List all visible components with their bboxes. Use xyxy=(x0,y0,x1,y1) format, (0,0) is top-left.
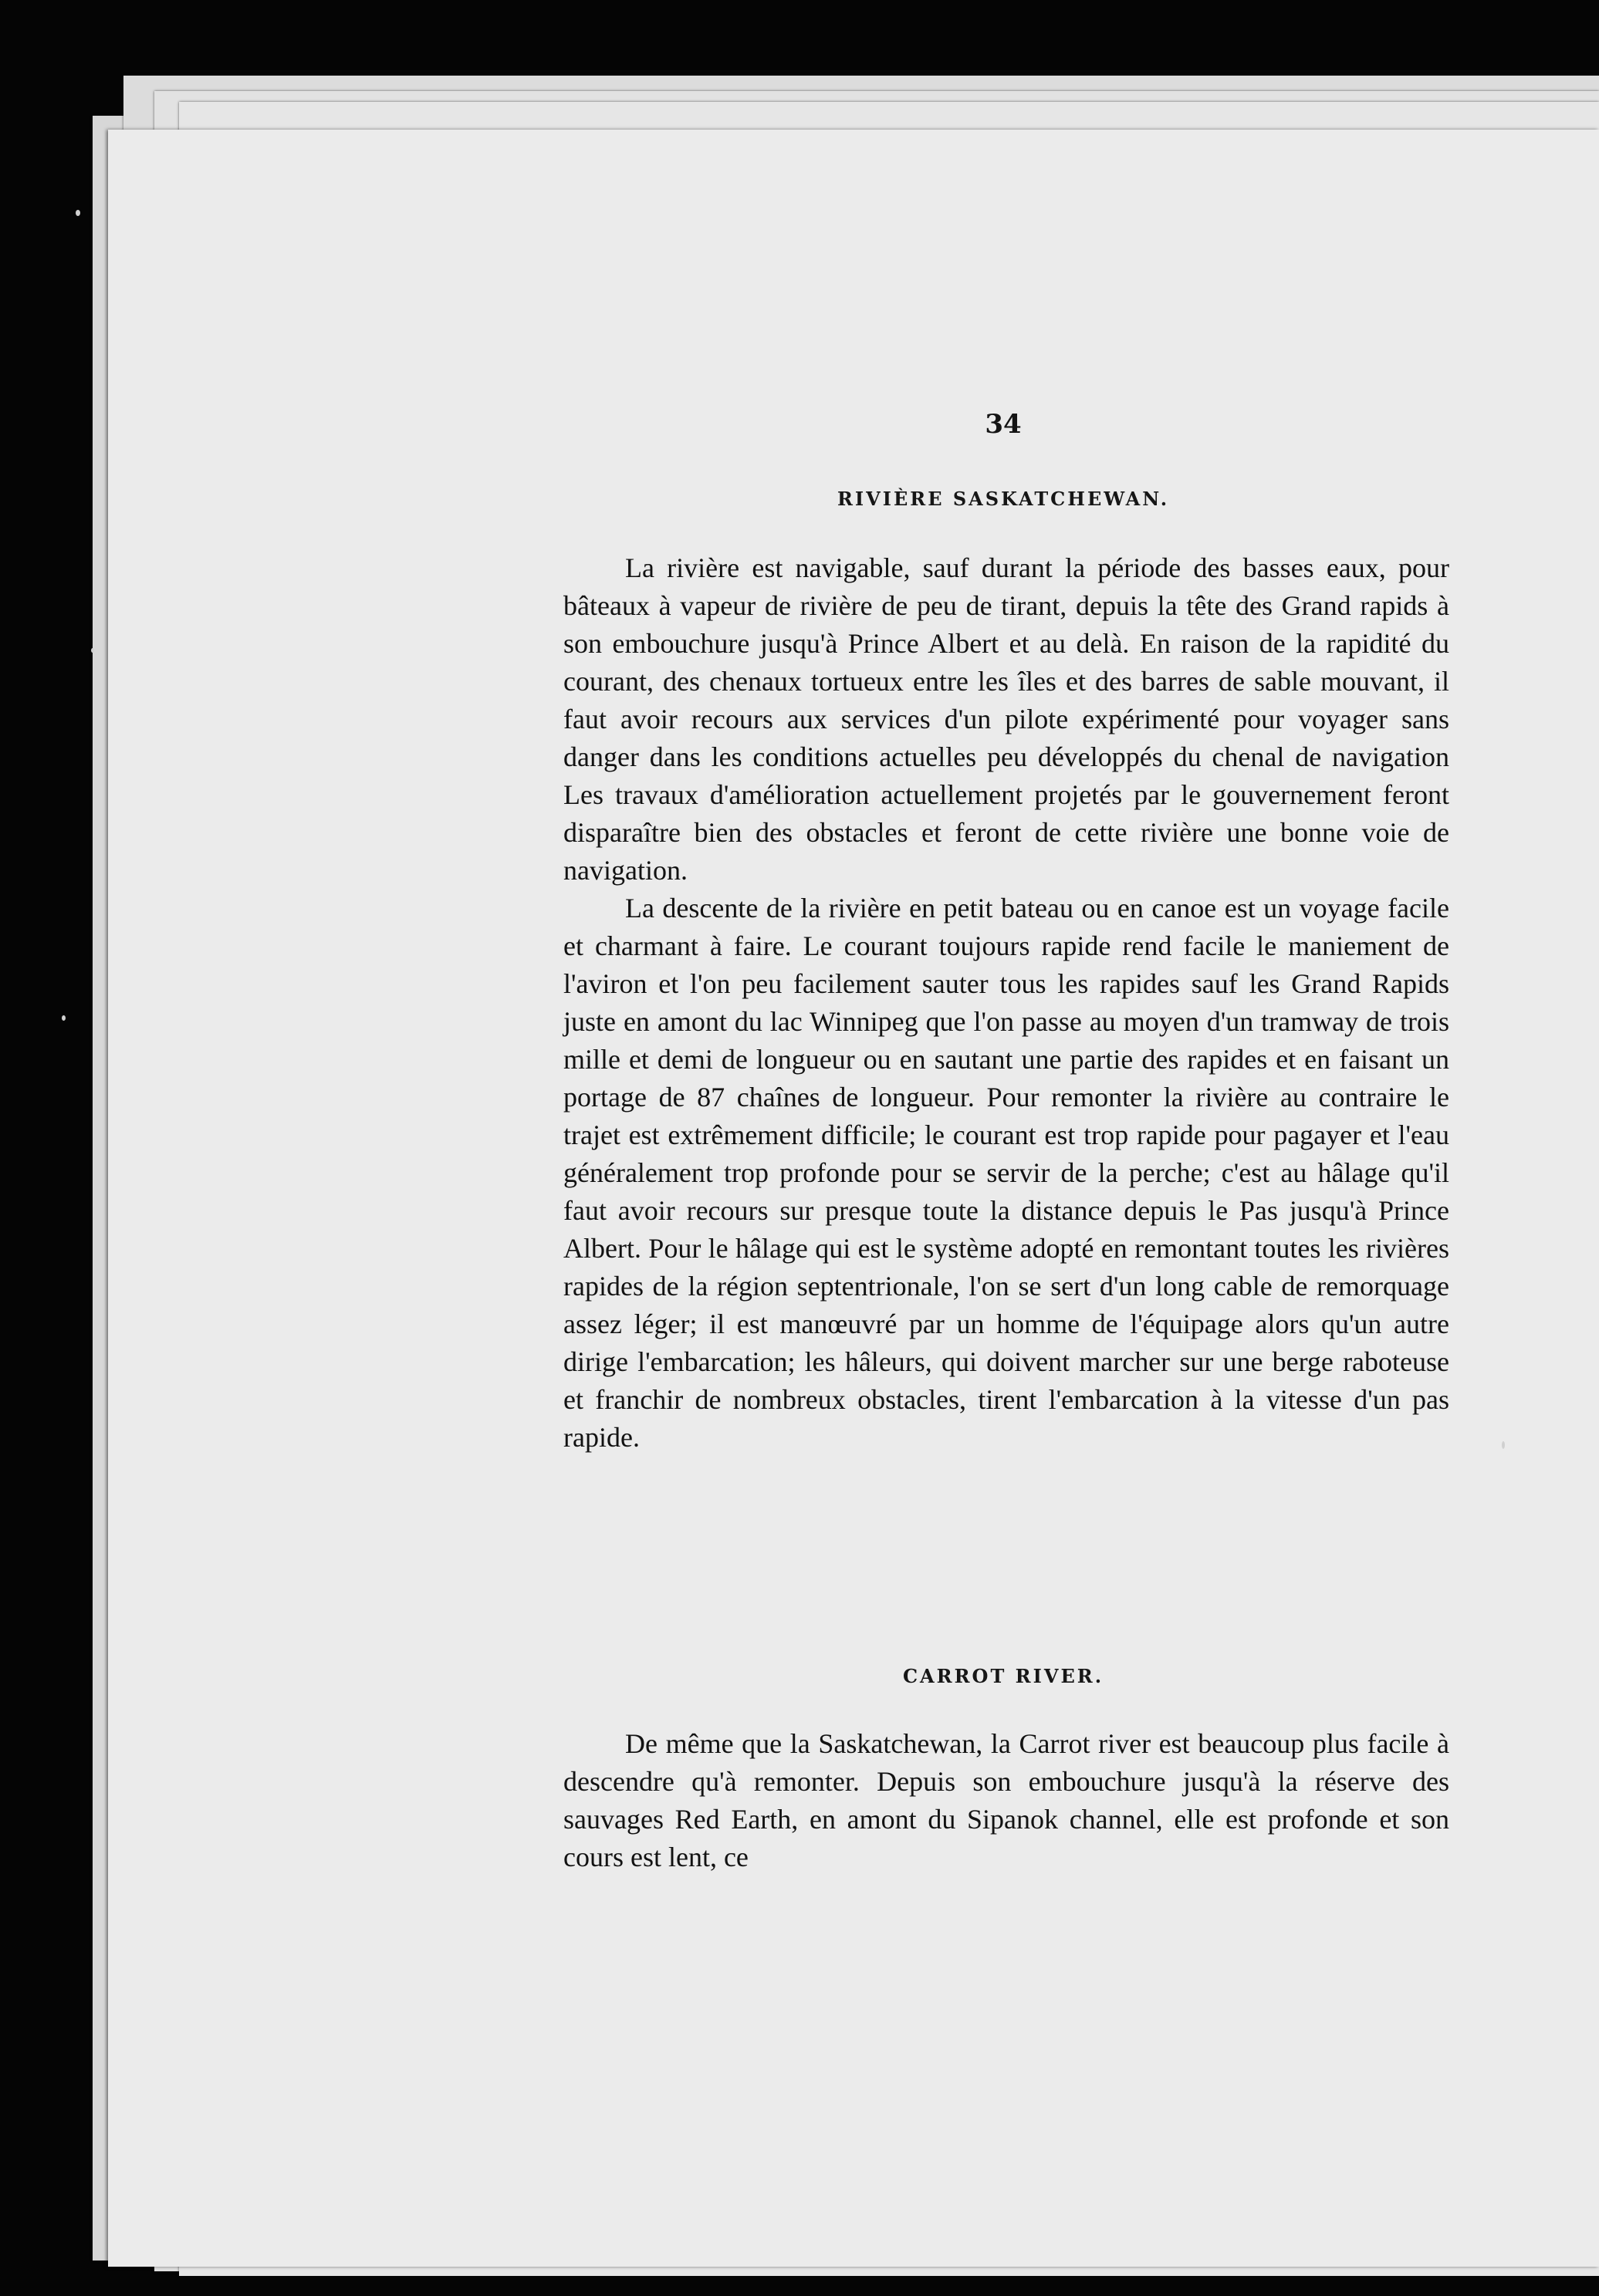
section-heading: RIVIÈRE SASKATCHEWAN. xyxy=(837,488,1170,510)
scan-speck xyxy=(76,210,80,216)
scan-speck xyxy=(62,1015,66,1021)
section-heading: CARROT RIVER. xyxy=(902,1665,1104,1687)
scan-speck xyxy=(91,648,94,653)
paragraph: La descente de la rivière en petit bateau ou en canoe est un voyage facile et charmant à faire. Le courant toujours rapide rend facile le maniement de l'aviron et l'on peu facilement sauter tous les rapides sauf les Grand Rapids juste en amont du lac Winnipeg que l'on passe au moyen d'un tramway de trois mille et demi de longueur ou en sautant une partie des rapides et en faisant un portage de 87 chaînes de longueur. Pour remonter la rivière au contraire le trajet est extrêmement difficile; le courant est trop rapide pour pagayer et l'eau généralement trop profonde pour se servir de la perche; c'est au hâlage qu'il faut avoir recours sur presque toute la distance depuis le Pas jusqu'à Prince Albert. Pour le hâlage qui est le système adopté en remontant toutes les rivières rapides de la région septentrionale, l'on se sert d'un long cable de remorquage assez léger; il est manœuvré par un homme de l'équipage alors qu'un autre dirige l'embarcation; les hâleurs, qui doivent marcher sur une berge raboteuse et franchir de nombreux obstacles, tirent l'embarcation à la vitesse d'un pas rapide. xyxy=(563,893,1449,1453)
section-body xyxy=(563,549,1449,1457)
page-number: 34 xyxy=(985,409,1022,440)
paragraph: De même que la Saskatchewan, la Carrot river est beaucoup plus facile à descendre qu'à remonter. Depuis son embouchure jusqu'à la réserve des sauvages Red Earth, en amont du Sipanok channel, elle est profonde et son cours est lent, ce xyxy=(563,1728,1449,1872)
paragraph: La rivière est navigable, sauf durant la période des basses eaux, pour bâteaux à vapeur de rivière de peu de tirant, depuis la tête des Grand rapids à son embouchure jusqu'à Prince Albert et au delà. En raison de la rapidité du courant, des chenaux tortueux entre les îles et des barres de sable mouvant, il faut avoir recours aux services d'un pilote expérimenté pour voyager sans danger dans les conditions actuelles peu développés du chenal de navigation Les travaux d'amélioration actuellement projetés par le gouvernement feront disparaître bien des obstacles et feront de cette rivière une bonne voie de navigation. xyxy=(563,552,1449,886)
scan-speck xyxy=(1502,1441,1505,1449)
section-body xyxy=(563,1725,1449,1876)
